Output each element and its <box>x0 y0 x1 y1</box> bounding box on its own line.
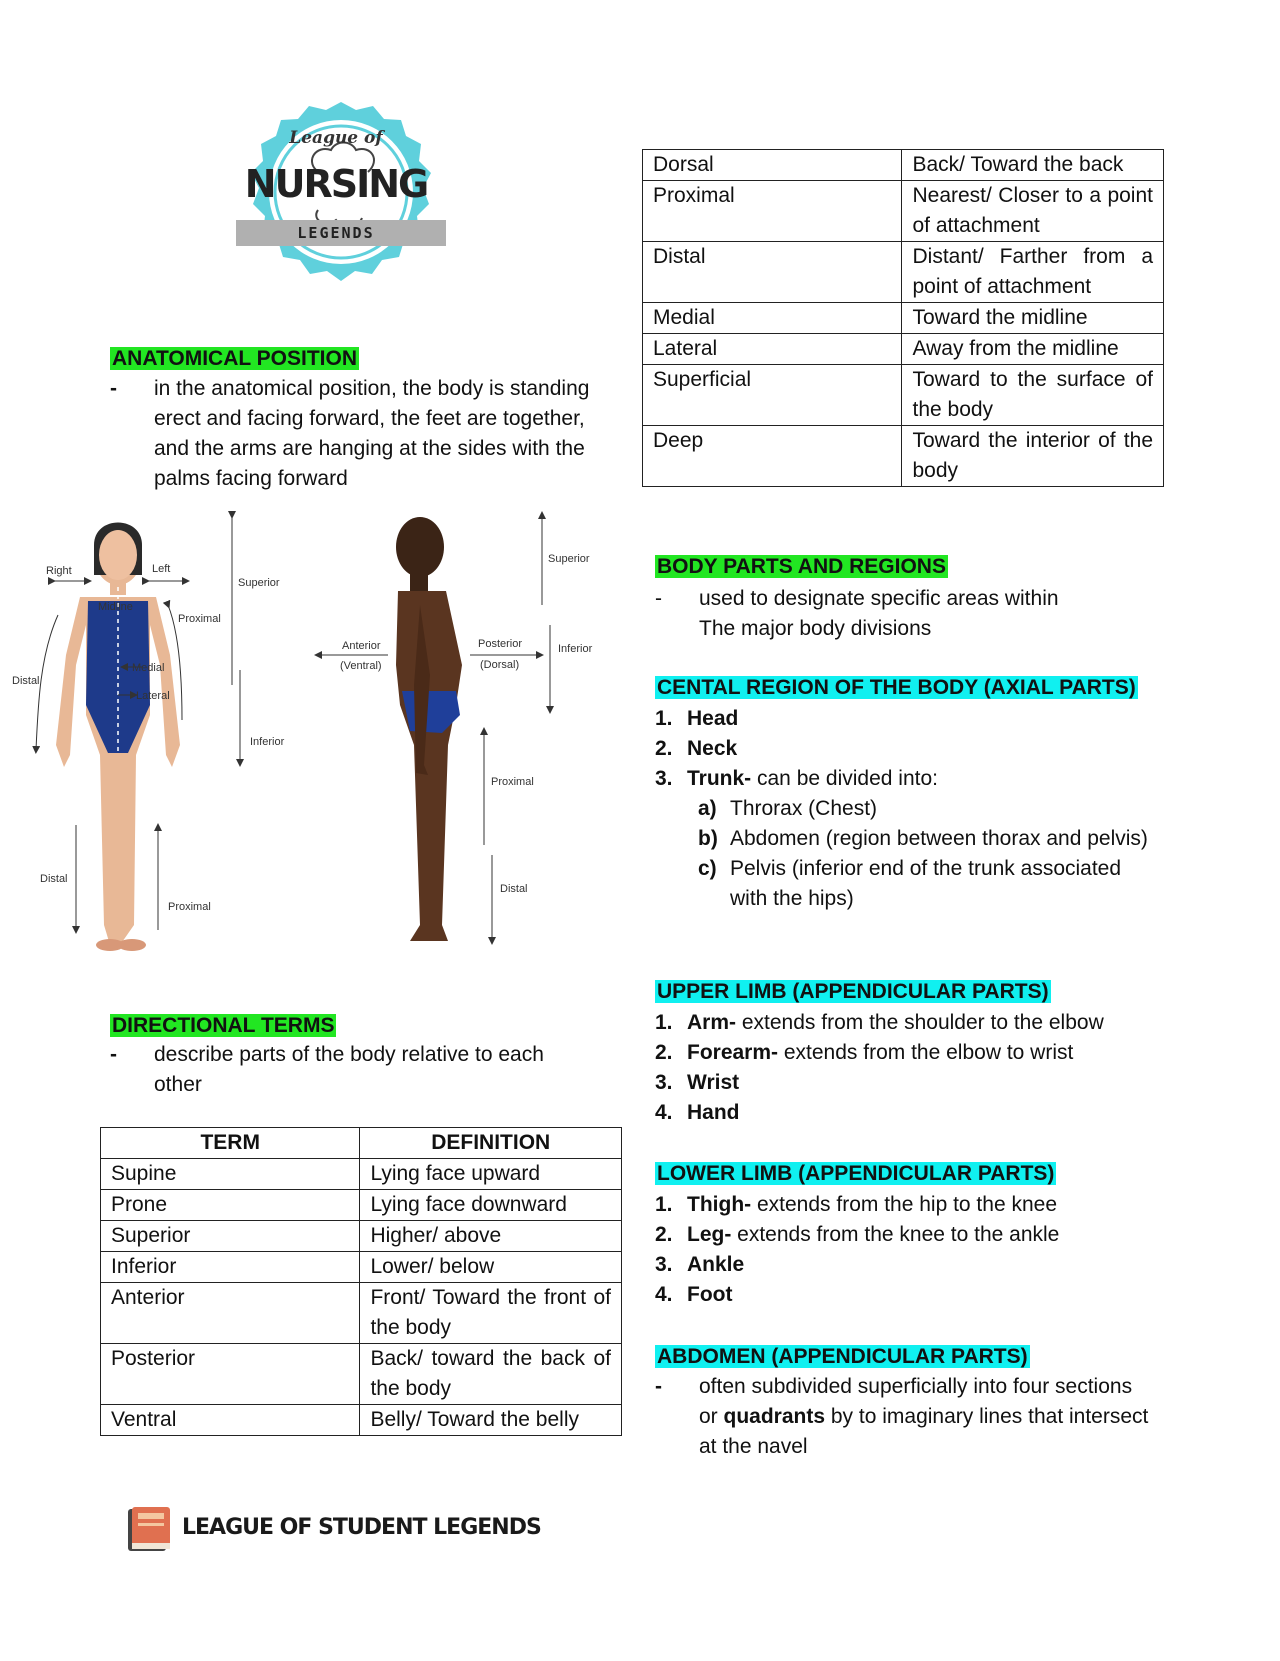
list-item: 1. Head <box>655 707 739 730</box>
list-item: b) Abdomen (region between thorax and pelvis) <box>698 827 1148 850</box>
label-proximal-arm: Proximal <box>178 613 221 625</box>
table-row <box>643 242 1164 303</box>
definition-cell: Front/ Toward the front of the body <box>360 1283 622 1344</box>
table-row <box>643 150 1164 181</box>
term-cell: Superficial <box>643 365 902 426</box>
definition-cell: Away from the midline <box>902 334 1164 365</box>
definition-cell: Lower/ below <box>360 1252 622 1283</box>
directional-terms-table-continued <box>642 149 1164 487</box>
directional-terms-heading: DIRECTIONAL TERMS <box>112 1014 335 1037</box>
central-region-list <box>655 704 1175 794</box>
definition-cell: Back/ toward the back of the body <box>360 1344 622 1405</box>
definition-cell: Lying face upward <box>360 1159 622 1190</box>
anatomical-position-text <box>110 374 590 494</box>
label-left: Left <box>152 563 171 575</box>
definition-cell: Lying face downward <box>360 1190 622 1221</box>
list-item: c) Pelvis (inferior end of the trunk associated with the hips) <box>698 857 1122 910</box>
table-row <box>101 1221 622 1252</box>
label-lateral: Lateral <box>136 690 170 702</box>
label-distal-arm: Distal <box>12 675 40 687</box>
term-cell: Supine <box>101 1159 360 1190</box>
label-inferior-side: Inferior <box>558 643 593 655</box>
directional-terms-table <box>100 1127 622 1436</box>
table-row <box>643 303 1164 334</box>
body-parts-line-1: used to designate specific areas within <box>699 587 1059 610</box>
term-cell: Medial <box>643 303 902 334</box>
upper-limb-heading: UPPER LIMB (APPENDICULAR PARTS) <box>657 980 1049 1003</box>
definition-cell: Toward the midline <box>902 303 1164 334</box>
definition-cell: Toward the interior of the body <box>902 426 1164 487</box>
term-cell: Lateral <box>643 334 902 365</box>
list-item: 1. Thigh- extends from the hip to the knee <box>655 1193 1057 1216</box>
bullet: - <box>655 587 662 610</box>
table-header-row <box>101 1128 622 1159</box>
term-cell: Dorsal <box>643 150 902 181</box>
table-row <box>643 334 1164 365</box>
side-body-figure <box>396 517 462 941</box>
label-posterior: Posterior <box>478 638 523 650</box>
label-right: Right <box>46 565 72 577</box>
table-row <box>643 365 1164 426</box>
list-item: 3. Ankle <box>655 1253 745 1276</box>
table-row <box>101 1283 622 1344</box>
body-parts-line-2: The major body divisions <box>699 617 932 640</box>
term-cell: Proximal <box>643 181 902 242</box>
anatomical-position-heading: ANATOMICAL POSITION <box>112 347 358 370</box>
table-row <box>101 1159 622 1190</box>
label-proximal-leg: Proximal <box>168 901 211 913</box>
anatomical-position-description: in the anatomical position, the body is standing erect and facing forward, the feet are together, and the arms are hanging at the sides with the palms facing forward <box>154 377 590 490</box>
central-region-heading: CENTAL REGION OF THE BODY (AXIAL PARTS) <box>657 676 1136 699</box>
lower-limb-list <box>655 1190 1175 1310</box>
table-row <box>101 1405 622 1436</box>
label-superior-front: Superior <box>238 577 280 589</box>
footer-text: LEAGUE OF STUDENT LEGENDS <box>182 1515 541 1540</box>
definition-cell: Back/ Toward the back <box>902 150 1164 181</box>
list-item: 3. Wrist <box>655 1071 740 1094</box>
logo-line1: League of <box>289 128 383 148</box>
term-cell: Distal <box>643 242 902 303</box>
table-row <box>101 1252 622 1283</box>
label-ventral: (Ventral) <box>340 660 382 672</box>
body-parts-text <box>655 584 1175 644</box>
term-cell: Prone <box>101 1190 360 1221</box>
nursing-logo <box>236 100 446 300</box>
anatomical-figure <box>10 505 610 965</box>
table-row <box>101 1190 622 1221</box>
directional-terms-text <box>110 1040 580 1100</box>
definition-column-header: DEFINITION <box>360 1128 622 1159</box>
term-cell: Posterior <box>101 1344 360 1405</box>
term-cell: Ventral <box>101 1405 360 1436</box>
definition-cell: Belly/ Toward the belly <box>360 1405 622 1436</box>
table-row <box>643 181 1164 242</box>
list-item: 2. Forearm- extends from the elbow to wrist <box>655 1041 1074 1064</box>
label-distal-side: Distal <box>500 883 528 895</box>
label-dorsal: (Dorsal) <box>480 659 520 671</box>
list-item: 2. Neck <box>655 737 738 760</box>
bullet: - <box>110 377 117 400</box>
table-row <box>643 426 1164 487</box>
list-item: 4. Hand <box>655 1101 740 1124</box>
term-cell: Deep <box>643 426 902 487</box>
footer-logo <box>124 1501 541 1561</box>
table-row <box>101 1344 622 1405</box>
list-item: a) Throrax (Chest) <box>698 797 878 820</box>
definition-cell: Higher/ above <box>360 1221 622 1252</box>
definition-cell: Nearest/ Closer to a point of attachment <box>902 181 1164 242</box>
list-item: 1. Arm- extends from the shoulder to the elbow <box>655 1011 1104 1034</box>
label-distal-leg: Distal <box>40 873 68 885</box>
bullet: - <box>110 1043 117 1066</box>
logo-line3: LEGENDS <box>297 224 375 242</box>
term-cell: Superior <box>101 1221 360 1252</box>
definition-cell: Toward to the surface of the body <box>902 365 1164 426</box>
term-cell: Inferior <box>101 1252 360 1283</box>
label-inferior-front: Inferior <box>250 736 285 748</box>
list-item: 2. Leg- extends from the knee to the ankle <box>655 1223 1060 1246</box>
term-column-header: TERM <box>101 1128 360 1159</box>
book-icon <box>124 1503 176 1555</box>
lower-limb-heading: LOWER LIMB (APPENDICULAR PARTS) <box>657 1162 1055 1185</box>
body-parts-heading: BODY PARTS AND REGIONS <box>657 555 946 578</box>
list-item: 3. Trunk- can be divided into: <box>655 767 938 790</box>
bullet: - <box>655 1375 662 1398</box>
logo-line2: NURSING <box>244 162 428 206</box>
directional-terms-description: describe parts of the body relative to each other <box>154 1043 544 1096</box>
upper-limb-list <box>655 1008 1175 1128</box>
list-item: 4. Foot <box>655 1283 733 1306</box>
label-superior-side: Superior <box>548 553 590 565</box>
label-anterior: Anterior <box>342 640 381 652</box>
trunk-sublist <box>698 794 1148 914</box>
label-midline: Midline <box>98 601 133 613</box>
label-proximal-side: Proximal <box>491 776 534 788</box>
abdomen-text: - often subdivided superficially into four sections or quadrants by to imaginary lines that intersect at the navel <box>655 1372 1155 1462</box>
abdomen-heading: ABDOMEN (APPENDICULAR PARTS) <box>657 1345 1028 1368</box>
label-medial: Medial <box>132 662 165 674</box>
definition-cell: Distant/ Farther from a point of attachment <box>902 242 1164 303</box>
front-body-figure <box>56 523 180 952</box>
term-cell: Anterior <box>101 1283 360 1344</box>
